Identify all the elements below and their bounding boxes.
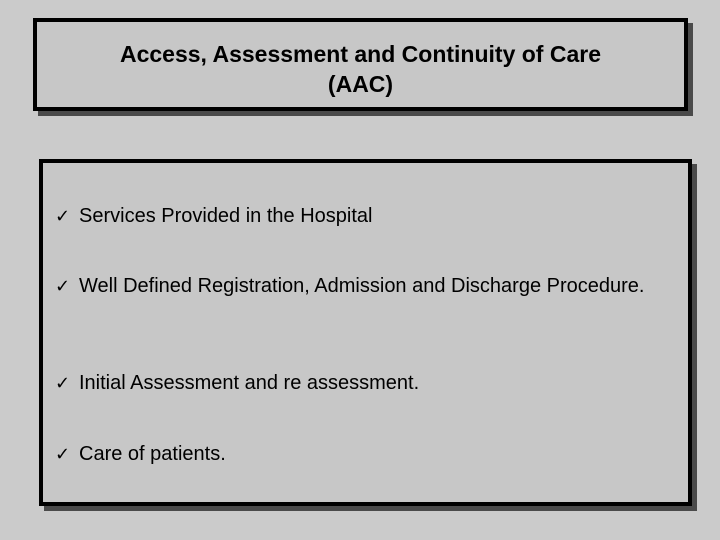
title-box	[33, 18, 688, 111]
list-item	[55, 203, 680, 230]
list-item	[55, 370, 680, 397]
content-box	[39, 159, 692, 506]
page-subtitle: (AAC)	[327, 71, 394, 97]
list-item-text: Well Defined Registration, Admission and Discharge Procedure.	[79, 275, 645, 297]
check-icon: ✓	[55, 206, 71, 227]
page-title: Access, Assessment and Continuity of Care	[119, 41, 601, 67]
check-icon: ✓	[55, 373, 71, 394]
check-icon: ✓	[55, 444, 71, 465]
list-item	[55, 273, 680, 300]
list-item	[55, 441, 680, 468]
check-icon: ✓	[55, 276, 71, 297]
list-item-text: Services Provided in the Hospital	[79, 205, 373, 227]
list-item-text: Care of patients.	[79, 443, 226, 465]
list-item-text: Initial Assessment and re assessment.	[79, 372, 420, 394]
